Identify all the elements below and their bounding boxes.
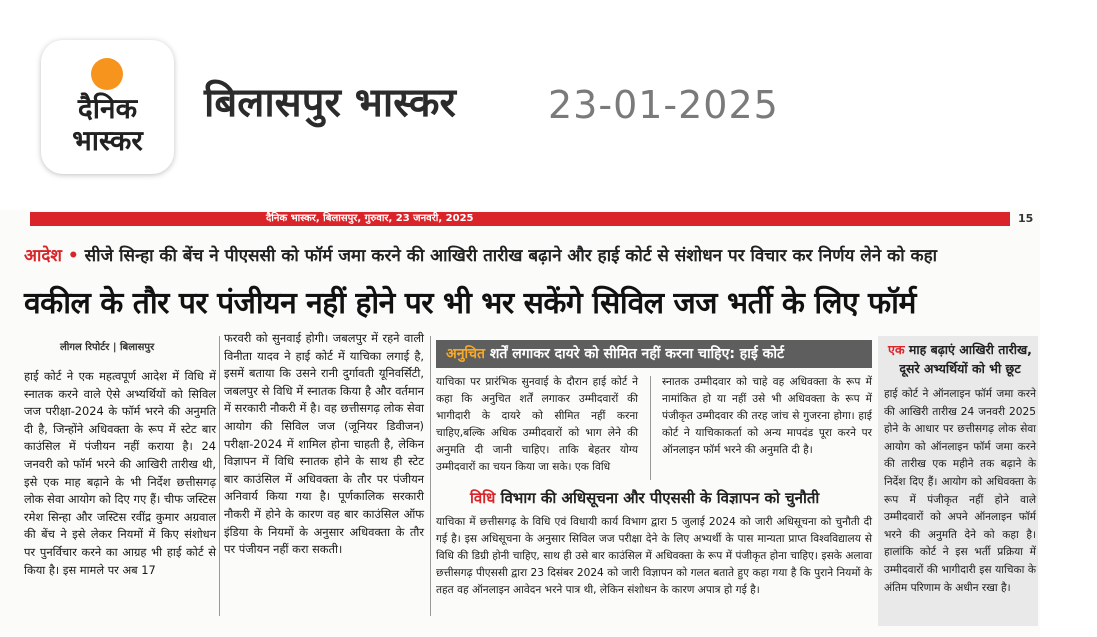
subhead-text: शर्तें लगाकर दायरे को सीमित नहीं करना चाहिए: हाई कोर्ट — [489, 346, 785, 362]
edition-title: बिलासपुर भास्कर — [204, 80, 456, 126]
subhead-2-accent: विधि — [470, 489, 496, 507]
byline: लीगल रिपोर्टर | बिलासपुर — [60, 342, 155, 353]
subhead-accent: अनुचित — [446, 346, 485, 362]
subhead-2-text: विभाग की अधिसूचना और पीएससी के विज्ञापन को चुनौती — [500, 489, 820, 507]
edition-date: 23-01-2025 — [548, 83, 779, 127]
logo-text-line2: भास्कर — [72, 124, 143, 157]
sidebar-column: हाई कोर्ट ने ऑनलाइन फॉर्म जमा करने की आखिरी तारीख 24 जनवरी 2025 होने के आधार पर छत्तीसगढ़ लोक सेवा आयोग को ऑनलाइन फॉर्म जमा करने की तारीख एक महीने तक बढ़ाने के निर्देश दिए हैं। आयोग को अधिवक्ता के रूप में पंजीकृत नहीं होने वाले उम्मीदवारों को अपने ऑनलाइन फॉर्म भरने की अनुमति देने को कहा है। हालांकि कोर्ट ने इस भर्ती प्रक्रिया में उम्मीदवारों की भागीदारी इस याचिका के अंतिम परिणाम के अधीन रखा है। — [884, 388, 1036, 594]
right-margin — [1040, 210, 1097, 637]
kicker-text: सीजे सिन्हा की बेंच ने पीएससी को फॉर्म जमा करने की आखिरी तारीख बढ़ाने और हाई कोर्ट से संशोधन पर विचार कर निर्णय लेने को कहा — [84, 246, 938, 266]
column-divider — [430, 336, 431, 616]
app-header — [0, 0, 1097, 200]
kicker — [24, 244, 937, 268]
article-column-3: याचिका पर प्रारंभिक सुनवाई के दौरान हाई कोर्ट ने कहा कि अनुचित शर्तें लगाकर उम्मीदवारों की भागीदारी के दायरे को सीमित नहीं करना चाहिए,बल्कि अधिक उम्मीदवारों को भाग लेने की अनुमति दी जानी चाहिए। ताकि बेहतर योग्य उम्मीदवारों का चयन किया जा सके। एक विधि — [436, 376, 638, 473]
masthead-text: दैनिक भास्कर, बिलासपुर, गुरुवार, 23 जनवरी, 2025 — [266, 213, 474, 224]
column-divider — [219, 336, 220, 616]
article-column-2: फरवरी को सुनवाई होगी। जबलपुर में रहने वाली विनीता यादव ने हाई कोर्ट में याचिका लगाई है, इसमें बताया कि उसने रानी दुर्गावती यूनिवर्सिटी, जबलपुर से विधि में स्नातक किया है और वर्तमान में सरकारी नौकरी में है। वह छत्तीसगढ़ लोक सेवा आयोग की सिविल जज (जूनियर डिवीजन) परीक्षा-2024 में शामिल होना चाहती है, लेकिन विज्ञापन में विधि स्नातक होने के साथ ही स्टेट बार काउंसिल में अधिवक्ता के तौर पर पंजीयन अनिवार्य किया गया है। पूर्णकालिक सरकारी नौकरी में होने के कारण वह बार काउंसिल ऑफ इंडिया के नियमों के अनुसार अधिवक्ता के तौर पर पंजीयन नहीं करा सकती। — [224, 331, 424, 557]
article-column-4: स्नातक उम्मीदवार को चाहे वह अधिवक्ता के रूप में नामांकित हो या नहीं उसे भी अधिवक्ता के रूप में पंजीकृत उम्मीदवार की तरह जांच से गुजरना होगा। हाई कोर्ट ने याचिकाकर्ता को अन्य मापदंड पूरा करने पर ऑनलाइन फॉर्म भरने की अनुमति दी है। — [662, 376, 872, 456]
headline: वकील के तौर पर पंजीयन नहीं होने पर भी भर सकेंगे सिविल जज भर्ती के लिए फॉर्म — [24, 286, 916, 321]
sidebar-heading — [884, 340, 1036, 378]
dainik-bhaskar-logo[interactable] — [41, 40, 174, 174]
subhead-2 — [470, 488, 819, 508]
sidebar-heading-accent: एक — [888, 342, 905, 357]
sidebar-heading-text: माह बढ़ाएं आखिरी तारीख, दूसरे अभ्यर्थियों को भी छूट — [899, 342, 1032, 376]
article-column-1: हाई कोर्ट ने एक महत्वपूर्ण आदेश में विधि में स्नातक करने वाले ऐसे अभ्यर्थियों को सिविल जज परीक्षा-2024 के फॉर्म भरने की अनुमति दी है, जिन्होंने अधिवक्ता के रूप में स्टेट बार काउंसिल में पंजीयन नहीं कराया है। 24 जनवरी को फॉर्म भरने की आखिरी तारीख थी, इसे एक माह बढ़ाने के भी निर्देश छत्तीसगढ़ लोक सेवा आयोग को दिए गए हैं। चीफ जस्टिस रमेश सिन्हा और जस्टिस रवींद्र कुमार अग्रवाल की बेंच ने इसे लेकर नियमों में किए संशोधन पर पुनर्विचार करने का आग्रह भी हाई कोर्ट से किया है। इस मामले पर अब 17 — [24, 369, 216, 577]
logo-text-line1: दैनिक — [77, 92, 138, 125]
article-column-5: याचिका में छत्तीसगढ़ के विधि एवं विधायी कार्य विभाग द्वारा 5 जुलाई 2024 को जारी अधिसूचना को चुनौती दी गई है। इस अधिसूचना के अनुसार सिविल जज परीक्षा देने के लिए अभ्यर्थी के पास मान्यता प्राप्त विश्वविद्यालय से विधि की डिग्री होनी चाहिए, साथ ही उसे बार काउंसिल में अधिवक्ता के रूप में पंजीकृत होना चाहिए। इसके अलावा छत्तीसगढ़ पीएससी द्वारा 23 दिसंबर 2024 को जारी विज्ञापन को गलत बताते हुए कहा गया है कि पुराने नियमों के तहत वह ऑनलाइन आवेदन भरने पात्र थी, लेकिन संशोधन के कारण अपात्र हो गई है। — [436, 516, 872, 596]
column-divider — [650, 376, 651, 480]
kicker-label: आदेश • — [24, 246, 79, 266]
subhead-box — [436, 340, 872, 368]
masthead-bar — [30, 212, 1010, 226]
page-number: 15 — [1018, 212, 1034, 225]
sun-icon — [91, 58, 123, 90]
